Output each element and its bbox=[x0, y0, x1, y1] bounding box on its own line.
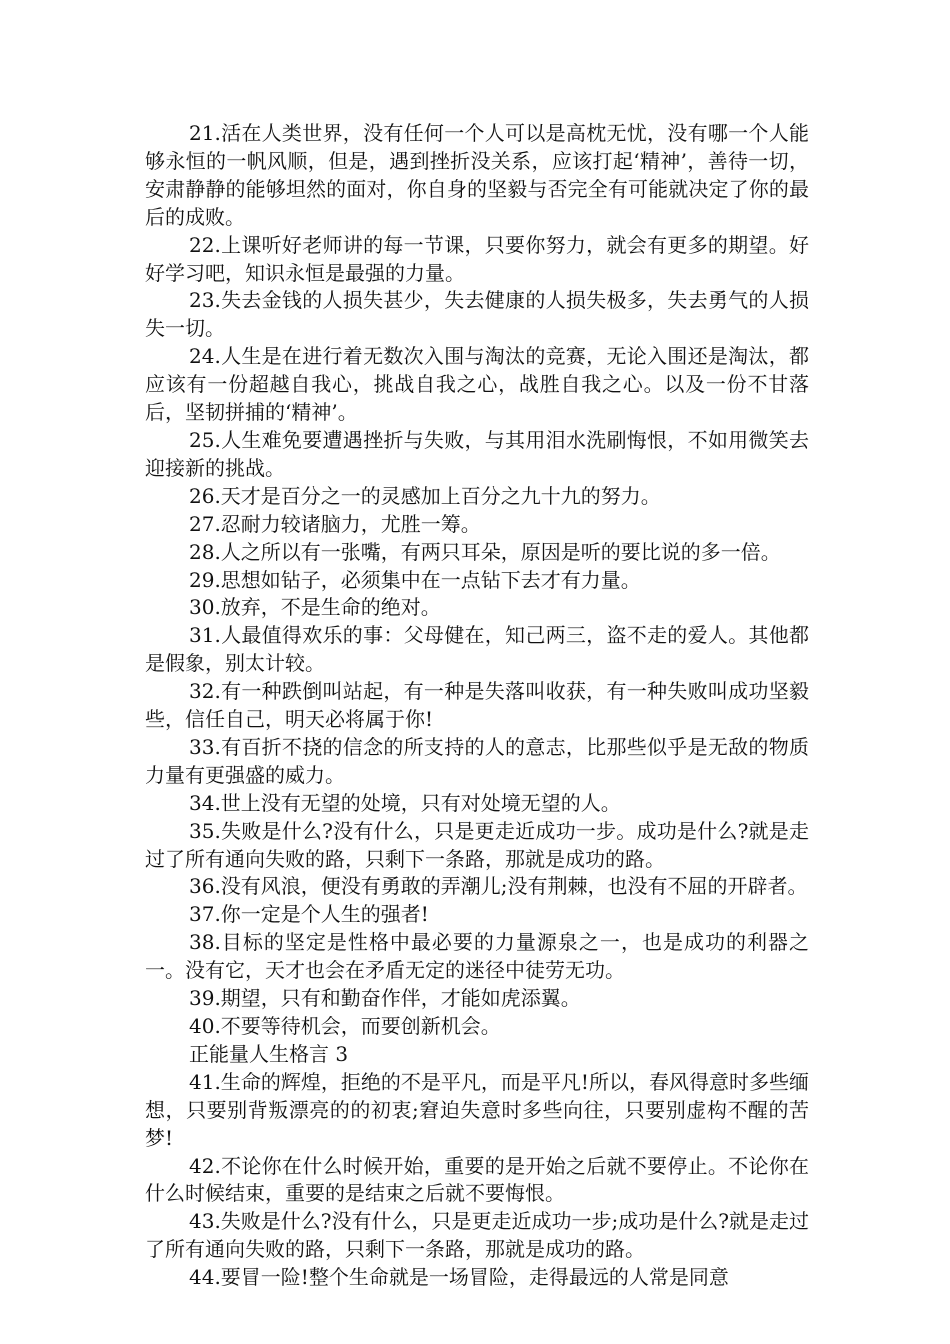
paragraph-31: 31.人最值得欢乐的事：父母健在，知己两三，盗不走的爱人。其他都是假象，别太计较。 bbox=[145, 623, 809, 676]
document-body bbox=[145, 120, 809, 1292]
paragraph-43: 43.失败是什么?没有什么，只是更走近成功一步;成功是什么?就是走过了所有通向失败的路，只剩下一条路，那就是成功的路。 bbox=[145, 1209, 809, 1262]
paragraph-26: 26.天才是百分之一的灵感加上百分之九十九的努力。 bbox=[189, 483, 661, 508]
paragraph-23: 23.失去金钱的人损失甚少，失去健康的人损失极多，失去勇气的人损失一切。 bbox=[145, 288, 809, 341]
paragraph-42: 42.不论你在什么时候开始，重要的是开始之后就不要停止。不论你在什么时候结束，重要的是结束之后就不要悔恨。 bbox=[145, 1153, 809, 1206]
paragraph-39: 39.期望，只有和勤奋作伴，才能如虎添翼。 bbox=[189, 986, 581, 1011]
paragraph-34: 34.世上没有无望的处境，只有对处境无望的人。 bbox=[189, 790, 621, 815]
paragraph-32: 32.有一种跌倒叫站起，有一种是失落叫收获，有一种失败叫成功坚毅些，信任自己，明天必将属于你! bbox=[145, 679, 809, 732]
paragraph-36: 36.没有风浪，便没有勇敢的弄潮儿;没有荆棘，也没有不屈的开辟者。 bbox=[189, 874, 808, 899]
paragraph-29: 29.思想如钻子，必须集中在一点钻下去才有力量。 bbox=[189, 567, 641, 592]
section-heading: 正能量人生格言 3 bbox=[189, 1041, 349, 1066]
paragraph-25: 25.人生难免要遭遇挫折与失败，与其用泪水洗刷悔恨，不如用微笑去迎接新的挑战。 bbox=[145, 427, 809, 480]
paragraph-35: 35.失败是什么?没有什么，只是更走近成功一步。成功是什么?就是走过了所有通向失败的路，只剩下一条路，那就是成功的路。 bbox=[145, 818, 809, 871]
paragraph-27: 27.忍耐力较诸脑力，尤胜一筹。 bbox=[189, 511, 481, 536]
paragraph-37: 37.你一定是个人生的强者! bbox=[189, 902, 429, 927]
paragraph-38: 38.目标的坚定是性格中最必要的力量源泉之一，也是成功的利器之一。没有它，天才也会在矛盾无定的迷径中徒劳无功。 bbox=[145, 930, 809, 983]
paragraph-22: 22.上课听好老师讲的每一节课，只要你努力，就会有更多的期望。好好学习吧，知识永恒是最强的力量。 bbox=[145, 232, 809, 285]
paragraph-33: 33.有百折不挠的信念的所支持的人的意志，比那些似乎是无敌的物质力量有更强盛的威力。 bbox=[145, 734, 809, 787]
paragraph-41: 41.生命的辉煌，拒绝的不是平凡，而是平凡!所以，春风得意时多些缅想，只要别背叛漂亮的的初衷;窘迫失意时多些向往，只要别虚构不醒的苦梦! bbox=[145, 1069, 809, 1150]
paragraph-40: 40.不要等待机会，而要创新机会。 bbox=[189, 1014, 501, 1038]
paragraph-28: 28.人之所以有一张嘴，有两只耳朵，原因是听的要比说的多一倍。 bbox=[189, 539, 781, 564]
paragraph-24: 24.人生是在进行着无数次入围与淘汰的竞赛，无论入围还是淘汰，都应该有一份超越自我心，挑战自我之心，战胜自我之心。以及一份不甘落后，坚韧拼捕的‘精神’。 bbox=[145, 344, 809, 425]
paragraph-30: 30.放弃，不是生命的绝对。 bbox=[189, 595, 441, 620]
paragraph-21: 21.活在人类世界，没有任何一个人可以是高枕无忧，没有哪一个人能够永恒的一帆风顺，但是，遇到挫折没关系，应该打起‘精神’，善待一切，安肃静静的能够坦然的面对，你自身的坚毅与否完全有可能就决定了你的最后的成败。 bbox=[145, 121, 809, 229]
paragraph-44: 44.要冒一险!整个生命就是一场冒险，走得最远的人常是同意 bbox=[189, 1265, 729, 1290]
